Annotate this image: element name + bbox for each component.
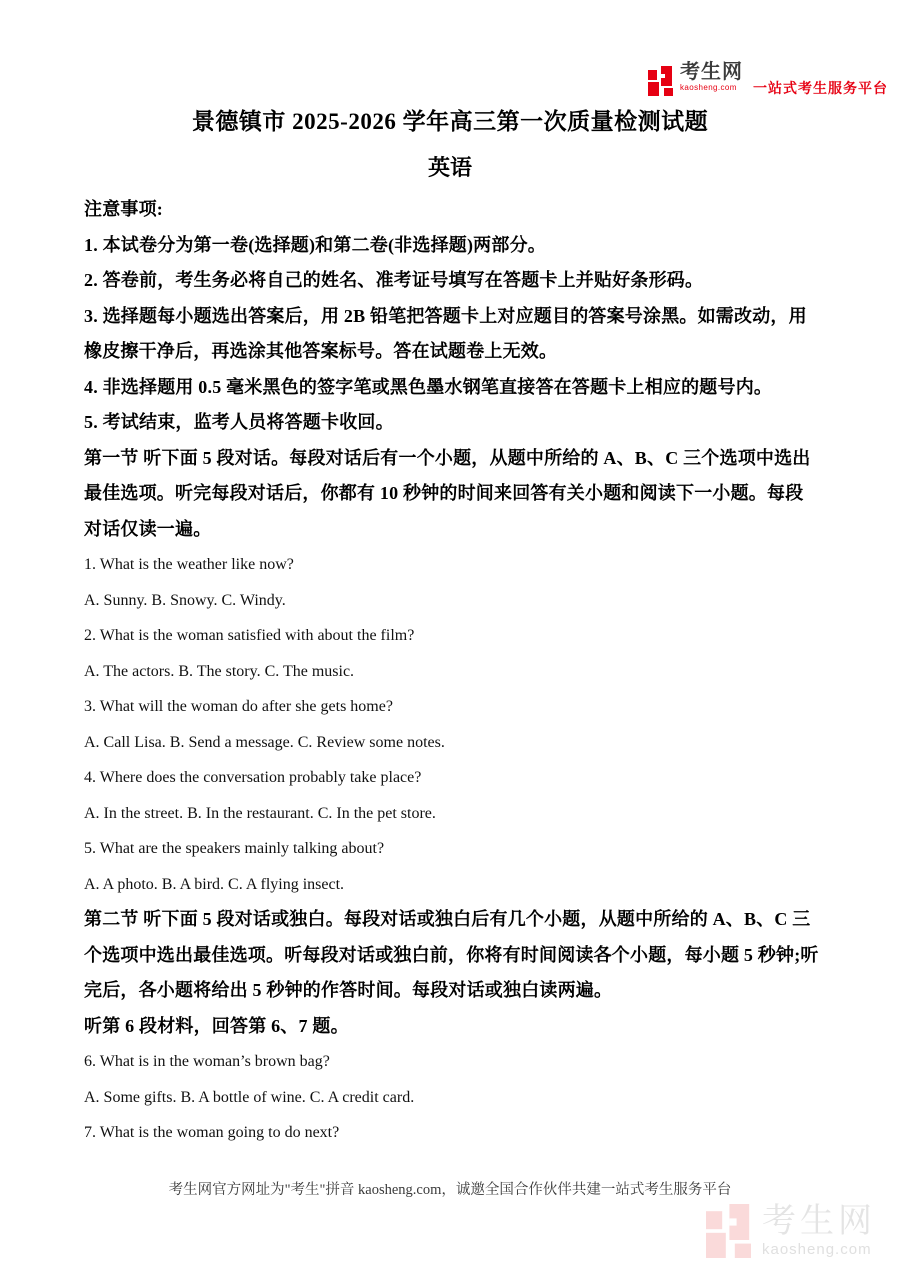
watermark-text <box>762 1204 876 1257</box>
logo-notch <box>661 74 665 78</box>
exam-subject: 英语 <box>427 155 472 180</box>
text-line: A. The actors. B. The story. C. The music. <box>84 662 355 680</box>
text-line: A. Call Lisa. B. Send a message. C. Review some notes. <box>84 733 445 751</box>
watermark-notch <box>729 1218 736 1225</box>
brand-tagline: 一站式考生服务平台 <box>753 80 888 96</box>
text-line: 2. 答卷前，考生务必将自己的姓名、准考证号填写在答题卡上并贴好条形码。 <box>84 270 704 290</box>
kaosheng-logo <box>648 62 888 98</box>
text-line: 最佳选项。听完每段对话后，你都有 10 秒钟的时间来回答有关小题和阅读下一小题。每段 <box>84 483 804 503</box>
brand-name: 考生网 <box>680 61 743 83</box>
text-line: 第二节 听下面 5 段对话或独白。每段对话或独白后有几个小题，从题中所给的 A、B、C 三 <box>84 909 811 929</box>
text-line: 第一节 听下面 5 段对话。每段对话后有一个小题，从题中所给的 A、B、C 三个选项中选出 <box>84 447 811 468</box>
text-line: 3. 选择题每小题选出答案后，用 2B 铅笔把答题卡上对应题目的答案号涂黑。如需改动，用 <box>84 305 807 326</box>
text-line: 注意事项: <box>84 199 163 219</box>
text-line: 7. What is the woman going to do next? <box>84 1124 340 1141</box>
text-line: 4. Where does the conversation probably take place? <box>84 769 422 786</box>
text-line: 5. What are the speakers mainly talking about? <box>84 840 385 857</box>
watermark-brand-domain: kaosheng.com <box>762 1241 872 1258</box>
text-line: A. A photo. B. A bird. C. A flying insect. <box>84 875 345 893</box>
logo-block <box>648 82 659 96</box>
watermark-brand-name: 考生网 <box>762 1202 876 1240</box>
text-line: 1. 本试卷分为第一卷(选择题)和第二卷(非选择题)两部分。 <box>84 234 546 255</box>
text-line: 3. What will the woman do after she gets home? <box>84 698 393 715</box>
text-line: A. Sunny. B. Snowy. C. Windy. <box>84 591 286 609</box>
text-line: 5. 考试结束，监考人员将答题卡收回。 <box>84 412 394 432</box>
text-line: 听第 6 段材料，回答第 6、7 题。 <box>84 1015 349 1036</box>
text-line: 4. 非选择题用 0.5 毫米黑色的签字笔或黑色墨水钢笔直接答在答题卡上相应的题号内。 <box>84 376 773 397</box>
text-line: 对话仅读一遍。 <box>84 518 212 539</box>
footer-text: 考生网官方网址为"考生"拼音 kaosheng.com，诚邀全国合作伙伴共建一站式考生服务平台 <box>168 1182 732 1198</box>
text-line: 1. What is the weather like now? <box>84 556 294 573</box>
text-line: A. Some gifts. B. A bottle of wine. C. A credit card. <box>84 1088 415 1106</box>
logo-block <box>664 88 673 96</box>
exam-title: 景德镇市 2025-2026 学年高三第一次质量检测试题 <box>191 109 709 134</box>
text-line: 个选项中选出最佳选项。听每段对话或独白前，你将有时间阅读各个小题，每小题 5 秒钟;听 <box>84 944 819 965</box>
watermark-block <box>706 1233 726 1258</box>
logo-block <box>648 70 657 80</box>
text-line: 完后，各小题将给出 5 秒钟的作答时间。每段对话或独白读两遍。 <box>84 980 613 1000</box>
text-line: 2. What is the woman satisfied with about the film? <box>84 627 415 644</box>
text-line: 橡皮擦干净后，再选涂其他答案标号。答在试题卷上无效。 <box>84 341 558 361</box>
watermark-block <box>706 1211 722 1229</box>
kaosheng-logo-icon <box>648 66 676 98</box>
text-line: 6. What is in the woman’s brown bag? <box>84 1053 330 1070</box>
body-lines <box>84 192 819 1151</box>
watermark-block <box>735 1244 751 1258</box>
kaosheng-watermark <box>706 1204 890 1268</box>
brand-text <box>680 62 743 92</box>
brand-domain: kaosheng.com <box>680 83 737 92</box>
kaosheng-watermark-icon <box>706 1204 756 1262</box>
text-line: A. In the street. B. In the restaurant. C. In the pet store. <box>84 804 436 822</box>
